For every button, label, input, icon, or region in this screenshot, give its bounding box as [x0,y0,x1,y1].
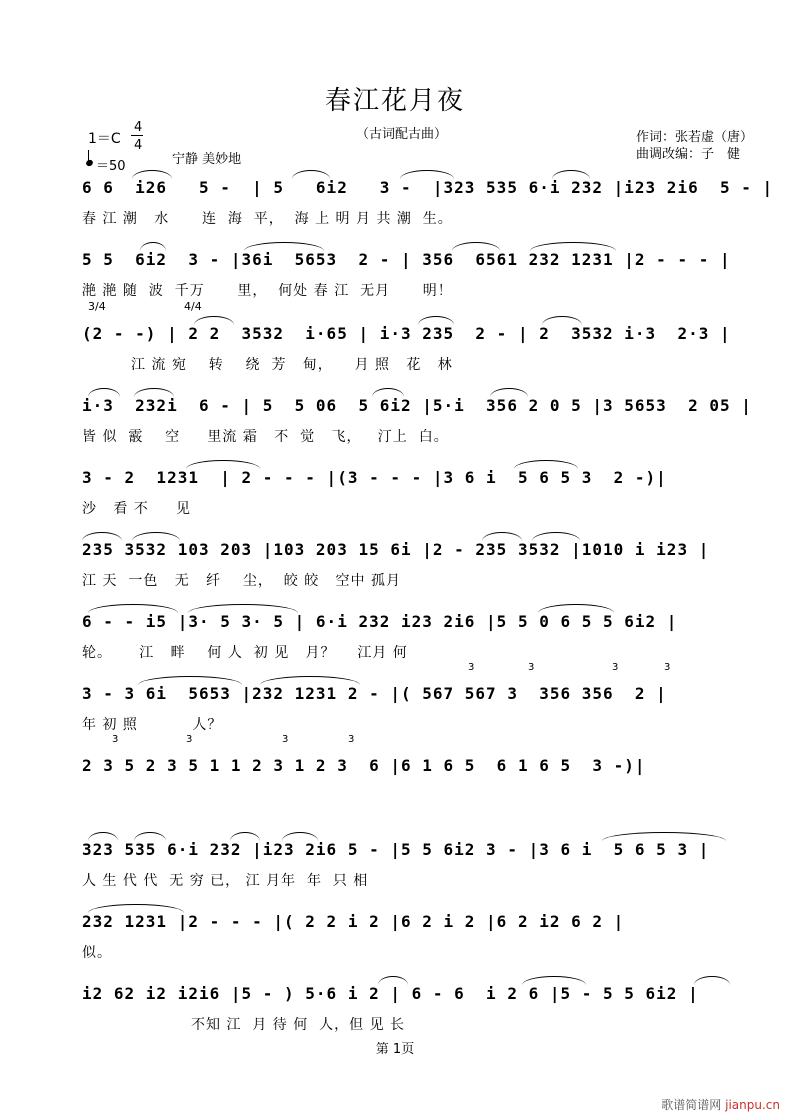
arranger-credit: 曲调改编：子 健 [636,147,741,162]
score-line-2 [82,228,742,306]
jianpu-notes: 235 3532 103 203 |103 203 15 6i |2 - 235 3532 |1010 i i23 | [82,540,710,559]
score-line-5 [82,446,742,524]
score-line-9 [82,734,742,812]
lyrics: 人 生 代 代 无 穷 已， 江 月年 年 只 相 [82,873,369,889]
subtitle: （古词配古曲） [356,127,448,142]
lyrics: 江 天 一色 无 纤 尘， 皎 皎 空中 孤月 [82,573,402,589]
meter-change-3-4: 3/4 [88,300,106,313]
expression-marking: 宁静 美妙地 [172,152,242,167]
time-signature-top: 4 [134,120,143,135]
jianpu-notes: 232 1231 |2 - - - |( 2 2 i 2 |6 2 i 2 |6 2 i2 6 2 | [82,912,625,931]
meter-change-4-4: 4/4 [184,300,202,313]
lyrics: 皆 似 霰 空 里流 霜 不 觉 飞， 汀上 白。 [82,429,449,445]
score-line-7 [82,590,742,668]
triplet-marker: 3 [282,734,289,745]
time-signature-bottom: 4 [134,138,143,153]
jianpu-notes: i2 62 i2 i2i6 |5 - ) 5·6 i 2 | 6 - 6 i 2 6 |5 - 5 5 6i2 | [82,984,699,1003]
jianpu-notes: (2 - -) | 2 2 3532 i·65 | i·3 235 2 - | 2 3532 i·3 2·3 | [82,324,731,343]
lyrics: 江 流 宛 转 绕 芳 甸， 月 照 花 林 [82,357,453,373]
watermark-site: 歌谱简谱网 [661,1098,722,1112]
score-line-1 [82,156,774,234]
lyrics: 似。 [82,945,112,961]
score-line-11 [82,890,742,968]
score-line-6 [82,518,742,596]
jianpu-notes: 323 535 6·i 232 |i23 2i6 5 - |5 5 6i2 3 - |3 6 i 5 6 5 3 | [82,840,710,859]
key-signature: 1＝C [88,131,121,147]
score-line-12 [82,962,742,1040]
lyrics: 沙 看 不 见 [82,501,192,517]
triplet-marker: 3 [664,662,671,673]
lyrics: 不知 江 月 待 何 人，但 见 长 [82,1017,406,1033]
jianpu-notes: 6 - - i5 |3· 5 3· 5 | 6·i 232 i23 2i6 |5 5 0 6 5 5 6i2 | [82,612,678,631]
jianpu-notes: i·3 232i 6 - | 5 5 06 5 6i2 |5·i 356 2 0 5 |3 5653 2 05 | [82,396,752,415]
song-title: 春江花月夜 [324,86,465,116]
triplet-marker: 3 [528,662,535,673]
jianpu-notes: 3 - 2 1231 | 2 - - - |(3 - - - |3 6 i 5 6 5 3 2 -)| [82,468,667,487]
triplet-marker: 3 [186,734,193,745]
watermark [661,1096,780,1113]
jianpu-notes: 5 5 6i2 3 - |36i 5653 2 - | 356 6561 232 1231 |2 - - - | [82,250,731,269]
time-signature-divider [131,135,143,136]
score-line-10 [82,818,742,896]
lyrics: 滟 滟 随 波 千万 里， 何处 春 江 无月 明！ [82,283,453,299]
lyrics: 年 初 照 人？ [82,717,223,733]
triplet-marker: 3 [612,662,619,673]
tempo-marking: ＝50 [96,159,126,174]
triplet-marker: 3 [348,734,355,745]
score-line-8 [82,662,742,740]
watermark-url: jianpu.cn [725,1098,780,1112]
jianpu-notes: 6 6 i26 5 - | 5 6i2 3 - |323 535 6·i 232 |i23 2i6 5 - | [82,178,774,197]
lyrics: 轮。 江 畔 何 人 初 见 月？ 江月 何 [82,645,408,661]
lyricist-credit: 作词：张若虚（唐） [636,130,754,145]
page-number: 第 1页 [375,1042,415,1057]
jianpu-notes: 2 3 5 2 3 5 1 1 2 3 1 2 3 6 |6 1 6 5 6 1 6 5 3 -)| [82,756,646,775]
score-line-4 [82,374,752,452]
score-line-3 [82,302,742,380]
triplet-marker: 3 [468,662,475,673]
triplet-marker: 3 [112,734,119,745]
lyrics [82,786,742,808]
lyrics: 春 江 潮 水 连 海 平， 海 上 明 月 共 潮 生。 [82,211,453,227]
jianpu-notes: 3 - 3 6i 5653 |232 1231 2 - |( 567 567 3 356 356 2 | [82,684,667,703]
